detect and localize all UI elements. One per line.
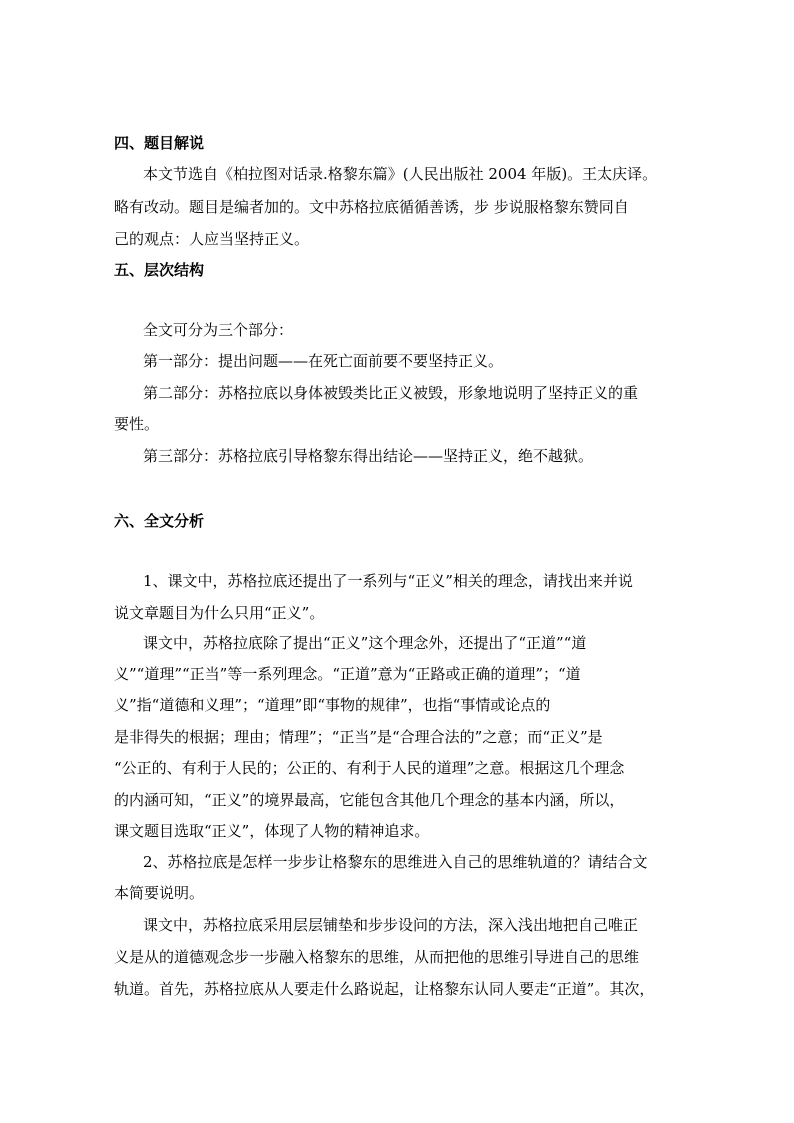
paragraph-line: 是非得失的根据；理由；情理”；“正当”是“合理合法的”之意；而“正义”是 <box>114 728 603 746</box>
paragraph-line: 全文可分为三个部分： <box>143 321 294 339</box>
paragraph-line: 2、苏格拉底是怎样一步步让格黎东的思维进入自己的思维轨道的？请结合文 <box>143 853 648 871</box>
paragraph-line: 轨道。首先，苏格拉底从人要走什么路说起，让格黎东认同人要走“正道”。其次， <box>114 980 655 998</box>
paragraph-line: 的内涵可知，“正义”的境界最高，它能包含其他几个理念的基本内涵，所以， <box>114 791 625 809</box>
paragraph-line: 1、课文中，苏格拉底还提出了一系列与“正义”相关的理念，请找出来并说 <box>143 572 633 590</box>
paragraph-line: 略有改动。题目是编者加的。文中苏格拉底循循善诱，步 步说服格黎东赞同自 <box>114 198 629 216</box>
paragraph-line: 义”指“道德和义理”；“道理”即“事物的规律”，也指“事情或论点的 <box>114 696 551 714</box>
paragraph-line: 要性。 <box>114 415 160 433</box>
paragraph-line: 第一部分：提出问题——在死亡面前要不要坚持正义。 <box>143 352 504 370</box>
paragraph-line: 说文章题目为什么只用“正义”。 <box>114 604 325 622</box>
section-heading-5: 五、层次结构 <box>114 261 205 279</box>
section-heading-4: 四、题目解说 <box>114 134 205 152</box>
paragraph-line: 第二部分：苏格拉底以身体被毁类比正义被毁，形象地说明了坚持正义的重 <box>143 384 639 402</box>
paragraph-line: 义是从的道德观念步一步融入格黎东的思维，从而把他的思维引导进自己的思维 <box>114 948 640 966</box>
paragraph-line: “公正的、有利于人民的；公正的、有利于人民的道理”之意。根据这几个理念 <box>114 759 625 777</box>
paragraph-line: 课文中，苏格拉底采用层层铺垫和步步设问的方法，深入浅出地把自己唯正 <box>143 916 639 934</box>
paragraph-line: 本简要说明。 <box>114 884 205 902</box>
paragraph-line: 课文题目选取“正义”，体现了人物的精神追求。 <box>114 822 430 840</box>
paragraph-line: 义”“道理”“正当”等一系列理念。“正道”意为“正路或正确的道理”；“道 <box>114 665 581 683</box>
paragraph-line: 本文节选自《柏拉图对话录.格黎东篇》(人民出版社 2004 年版)。王太庆译。 <box>143 165 658 183</box>
section-heading-6: 六、全文分析 <box>114 512 205 530</box>
paragraph-line: 第三部分：苏格拉底引导格黎东得出结论——坚持正义，绝不越狱。 <box>143 447 594 465</box>
paragraph-line: 己的观点：人应当坚持正义。 <box>114 230 310 248</box>
paragraph-line: 课文中，苏格拉底除了提出“正义”这个理念外，还提出了“正道”“道 <box>143 634 587 652</box>
